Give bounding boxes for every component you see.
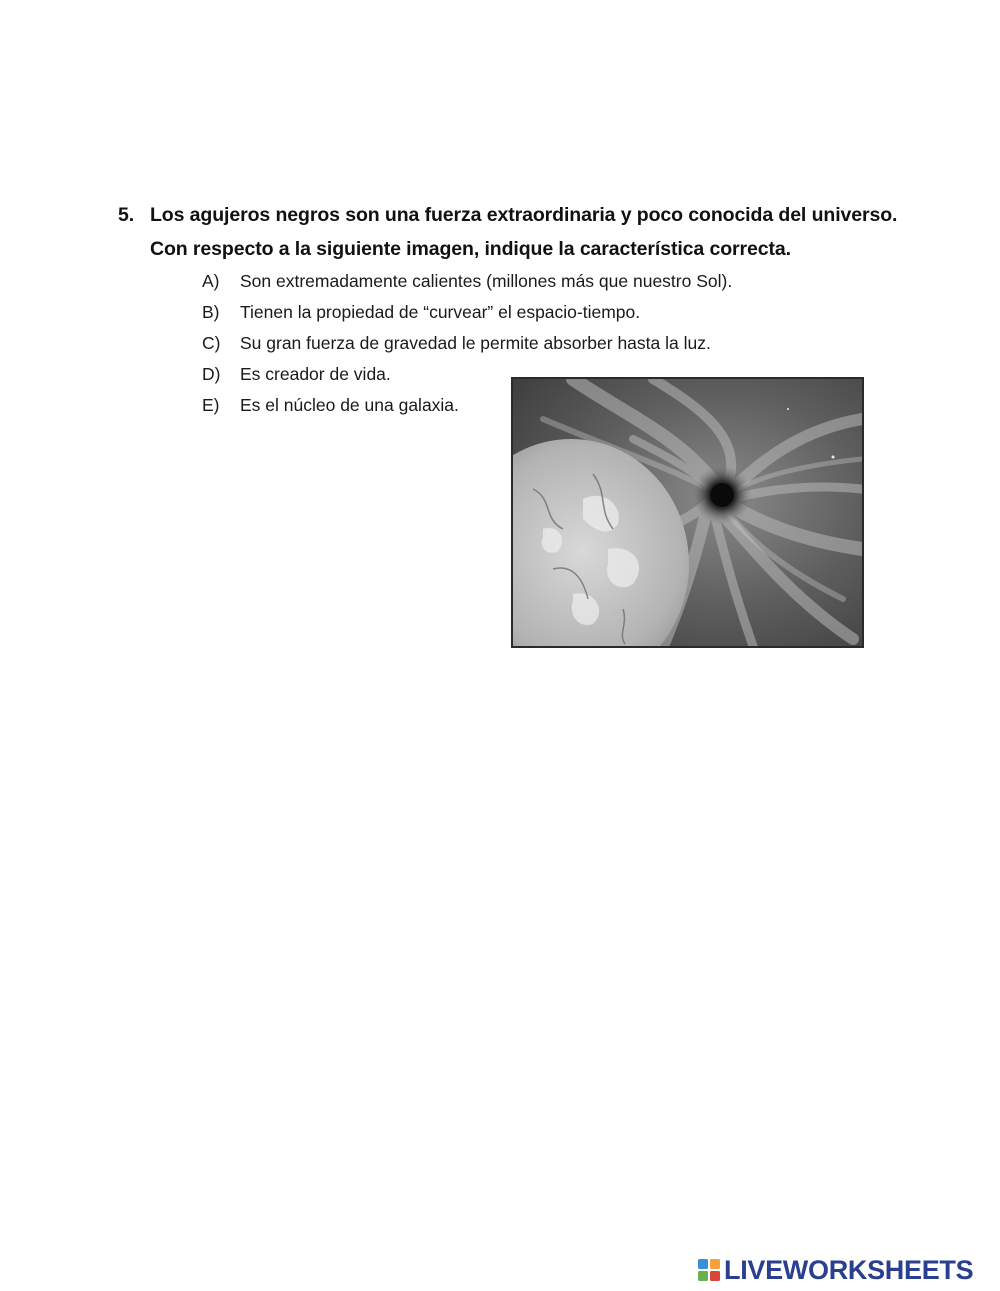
liveworksheets-logo — [697, 1253, 973, 1287]
option-text: Son extremadamente calientes (millones más que nuestro Sol). — [240, 271, 733, 291]
liveworksheets-logo-icon — [697, 1258, 721, 1282]
option-text: Tienen la propiedad de “curvear” el espacio-tiempo. — [240, 302, 641, 322]
liveworksheets-logo-text: LIVEWORKSHEETS — [724, 1254, 974, 1285]
option-letter: D) — [202, 364, 221, 384]
option-letter: E) — [202, 395, 220, 415]
option-text: Es creador de vida. — [240, 364, 391, 384]
option-c[interactable] — [202, 328, 732, 359]
question-block — [118, 198, 918, 266]
question-line-2 — [118, 232, 918, 266]
option-b[interactable] — [202, 297, 732, 328]
option-text: Es el núcleo de una galaxia. — [240, 395, 459, 415]
option-letter: C) — [202, 333, 221, 353]
question-text-line-1: Los agujeros negros son una fuerza extraordinaria y poco conocida del universo. — [150, 204, 898, 226]
option-a[interactable] — [202, 266, 732, 297]
question-text-line-2: Con respecto a la siguiente imagen, indique la característica correcta. — [150, 238, 791, 260]
option-letter: A) — [202, 271, 220, 291]
black-hole-image — [511, 377, 864, 648]
option-text: Su gran fuerza de gravedad le permite absorber hasta la luz. — [240, 333, 711, 353]
question-line-1 — [118, 198, 918, 232]
question-number: 5. — [118, 204, 135, 226]
option-letter: B) — [202, 302, 220, 322]
